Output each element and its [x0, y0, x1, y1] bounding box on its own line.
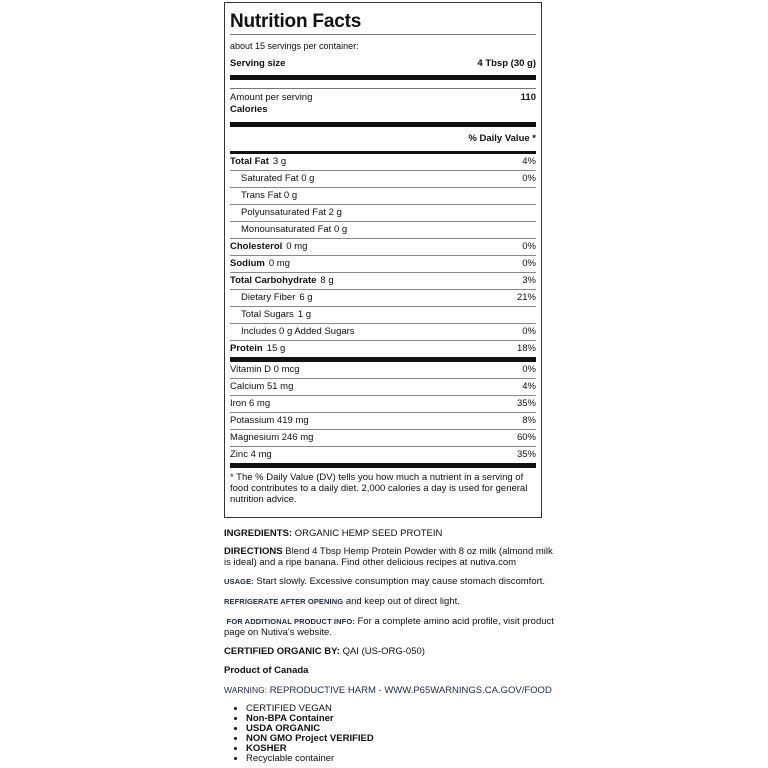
nutrient-label: [230, 154, 286, 170]
additional-info-label: FOR ADDITIONAL PRODUCT INFO:: [226, 617, 355, 626]
nutrient-label: [230, 239, 307, 255]
certification-item: • Non-BPA Container: [246, 714, 554, 724]
certification-item: • Recyclable container: [246, 754, 554, 764]
nutrient-daily-value: 18%: [516, 343, 536, 354]
ingredients-label: INGREDIENTS:: [224, 528, 293, 539]
vitamin-label: Potassium 419 mg: [230, 415, 309, 426]
daily-value-header: % Daily Value *: [468, 133, 536, 144]
daily-value-footnote: * The % Daily Value (DV) tells you how much a nutrient in a serving of food contributes to a daily diet. 2,000 calories a day is used for general nutrition advice.: [230, 472, 528, 505]
vitamin-daily-value: 8%: [522, 415, 536, 426]
usage-label: USAGE:: [224, 577, 254, 586]
nutrient-label: [230, 341, 285, 357]
nutrient-label: [230, 290, 313, 306]
product-origin: Product of Canada: [224, 665, 309, 676]
vitamin-row: [230, 378, 536, 395]
nutrient-daily-value: 3%: [522, 275, 536, 286]
nutrient-label: [230, 273, 334, 289]
nutrient-name: Cholesterol: [230, 241, 283, 252]
nutrient-row: [230, 306, 536, 323]
calories-block: [230, 92, 536, 116]
nutrient-amount: 0 mg: [286, 241, 308, 252]
nutrient-label: [230, 205, 342, 221]
nutrient-label: [230, 222, 347, 238]
serving-size-value: 4 Tbsp (30 g): [477, 58, 536, 69]
nutrient-name: Saturated Fat 0 g: [241, 173, 315, 184]
nutrient-label: [230, 324, 355, 340]
nutrient-label: [230, 188, 297, 204]
refrigerate-text: and keep out of direct light.: [345, 596, 460, 607]
vitamin-daily-value: 35%: [516, 398, 536, 409]
certification-item: • NON GMO Project VERIFIED: [246, 734, 554, 744]
nutrient-label: [230, 307, 311, 323]
nutrient-daily-value: 0%: [522, 241, 536, 252]
certification-item: • USDA ORGANIC: [246, 724, 554, 734]
vitamin-daily-value: 4%: [522, 381, 536, 392]
vitamin-row: [230, 429, 536, 446]
vitamin-row: [230, 362, 536, 378]
directions-label: DIRECTIONS: [224, 546, 283, 557]
directions-text: Blend 4 Tbsp Hemp Protein Powder with 8 oz milk (almond milk is ideal) and a ripe banana. Find other delicious recipes at nutiva.com: [224, 546, 553, 568]
nutrient-name: Total Fat: [230, 156, 269, 167]
certified-organic-text: QAI (US-ORG-050): [342, 646, 425, 657]
nutrient-row: [230, 289, 536, 306]
nutrient-daily-value: 21%: [516, 292, 536, 303]
vitamin-label: Zinc 4 mg: [230, 449, 272, 460]
product-info: [224, 526, 554, 764]
nutrient-row: [230, 340, 536, 357]
vitamin-row: [230, 446, 536, 463]
nutrient-amount: 3 g: [272, 156, 287, 167]
serving-size-row: [230, 53, 536, 75]
nutrient-name: Trans Fat 0 g: [241, 190, 298, 201]
nutrient-label: [230, 256, 290, 272]
nutrient-row: [230, 323, 536, 340]
warning-text: REPRODUCTIVE HARM - WWW.P65WARNINGS.CA.GOV/FOOD: [269, 685, 552, 696]
nutrient-list: [230, 154, 536, 357]
nutrient-row: [230, 255, 536, 272]
nutrient-amount: 8 g: [320, 275, 334, 286]
nutrient-daily-value: 4%: [522, 156, 536, 167]
vitamin-label: Iron 6 mg: [230, 398, 271, 409]
nutrient-name: Polyunsaturated Fat 2 g: [241, 207, 342, 218]
vitamin-list: [230, 362, 536, 463]
warning-label: WARNING:: [224, 685, 268, 695]
certification-item: • KOSHER: [246, 744, 554, 754]
nutrient-name: Includes 0 g Added Sugars: [241, 326, 355, 337]
nutrient-amount: 1 g: [297, 309, 312, 320]
divider: [230, 34, 536, 35]
nutrition-facts-panel: [224, 2, 542, 518]
calories-label: Calories: [230, 104, 268, 115]
nutrient-name: Monounsaturated Fat 0 g: [241, 224, 348, 235]
vitamin-label: Calcium 51 mg: [230, 381, 294, 392]
nutrient-row: [230, 170, 536, 187]
nutrient-label: [230, 171, 314, 187]
amount-per-serving: Amount per serving: [230, 92, 313, 103]
serving-size-label: Serving size: [230, 58, 286, 69]
additional-info-text: For a complete amino acid profile, visit product page on Nutiva's website.: [224, 616, 554, 638]
nutrient-name: Dietary Fiber: [241, 292, 296, 303]
nutrient-row: [230, 154, 536, 170]
servings-per-container: about 15 servings per container:: [230, 41, 359, 51]
certification-list: [224, 704, 554, 764]
nutrient-row: [230, 187, 536, 204]
divider-thick: [230, 463, 536, 468]
nutrient-name: Total Carbohydrate: [230, 275, 317, 286]
nutrient-daily-value: 0%: [522, 326, 536, 337]
calories-value: 110: [520, 92, 536, 103]
nutrient-daily-value: 0%: [522, 173, 536, 184]
vitamin-daily-value: 0%: [522, 364, 536, 375]
vitamin-daily-value: 35%: [516, 449, 536, 460]
vitamin-row: [230, 412, 536, 429]
divider: [230, 88, 536, 89]
nutrient-row: [230, 221, 536, 238]
nutrient-row: [230, 238, 536, 255]
nutrient-amount: 0 mg: [268, 258, 290, 269]
nutrient-row: [230, 272, 536, 289]
nutrition-facts-title: Nutrition Facts: [230, 11, 362, 32]
refrigerate-label: REFRIGERATE AFTER OPENING: [224, 597, 344, 606]
certification-item: • CERTIFIED VEGAN: [246, 704, 554, 714]
nutrient-daily-value: 0%: [522, 258, 536, 269]
nutrient-name: Total Sugars: [241, 309, 294, 320]
vitamin-label: Vitamin D 0 mcg: [230, 364, 300, 375]
vitamin-label: Magnesium 246 mg: [230, 432, 314, 443]
vitamin-daily-value: 60%: [516, 432, 536, 443]
nutrient-amount: 6 g: [299, 292, 313, 303]
nutrient-row: [230, 204, 536, 221]
nutrient-amount: 15 g: [266, 343, 286, 354]
usage-text: Start slowly. Excessive consumption may cause stomach discomfort.: [256, 576, 546, 587]
nutrient-name: Protein: [230, 343, 263, 354]
certified-organic-label: CERTIFIED ORGANIC BY:: [224, 646, 340, 657]
nutrient-name: Sodium: [230, 258, 265, 269]
ingredients-text: ORGANIC HEMP SEED PROTEIN: [294, 528, 443, 539]
vitamin-row: [230, 395, 536, 412]
